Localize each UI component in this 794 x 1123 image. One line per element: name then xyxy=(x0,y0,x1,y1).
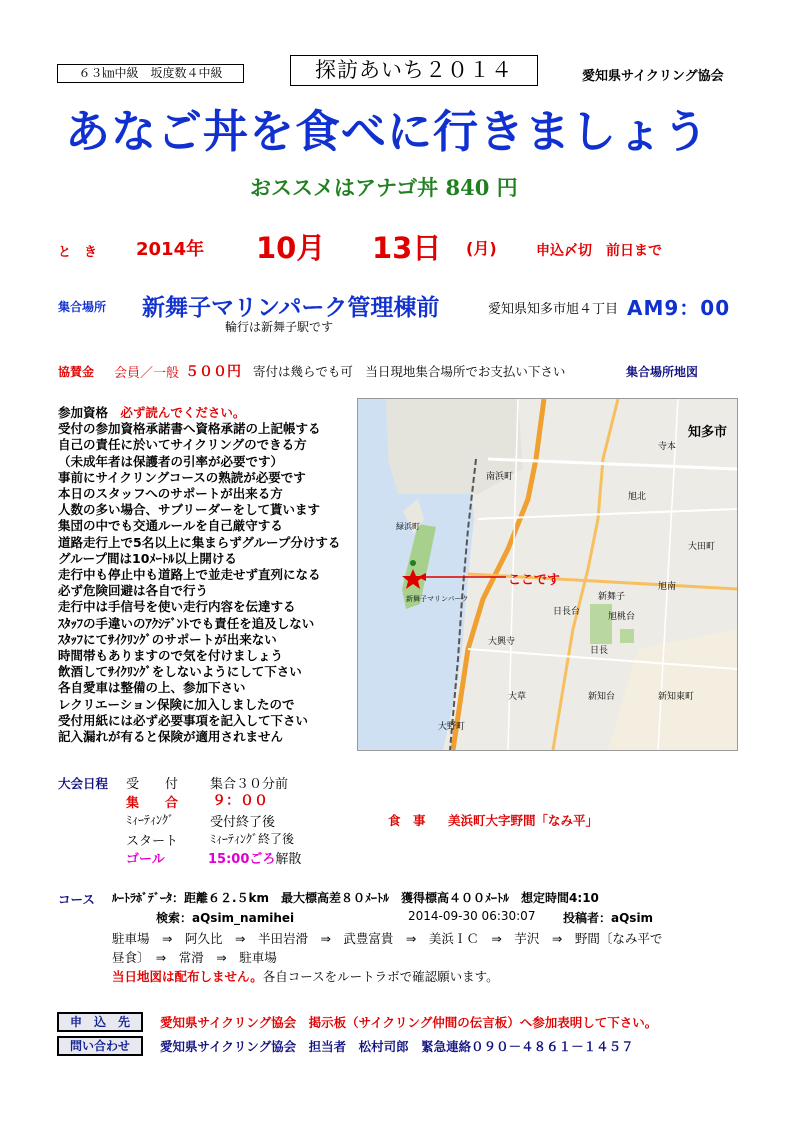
list-item: （未成年者は保護者の引率が必要です） xyxy=(58,453,284,469)
list-item: 飲酒してｻｲｸﾘﾝｸﾞをしないようにして下さい xyxy=(58,664,302,680)
list-item: 道路走行上で5名以上に集まらずグループ分けする xyxy=(58,534,341,550)
subtitle: おススメはアナゴ丼 840 円 xyxy=(250,175,518,200)
list-item: 集団の中でも交通ルールを自己厳守する xyxy=(58,518,283,534)
course-label: コース xyxy=(58,892,95,907)
map-place: 知多市 xyxy=(688,425,728,440)
date-label: と き xyxy=(58,245,98,260)
map-place: 旭南 xyxy=(658,582,677,592)
map-place: 緑浜町 xyxy=(396,522,420,531)
map-place: 大草 xyxy=(508,692,527,702)
course-notice-warning: 当日地図は配布しません。 xyxy=(112,969,263,984)
meeting-note: 輪行は新舞子駅です xyxy=(225,320,334,334)
contact-label: 問い合わせ xyxy=(57,1036,143,1056)
date-day: 13日 xyxy=(372,231,442,265)
course-notice-text: 各自コースをルートラボで確認願います。 xyxy=(262,969,499,984)
course-grade-box xyxy=(57,64,244,83)
course-notice xyxy=(112,967,499,985)
page-title: あなご丼を食べに行きましょう xyxy=(65,105,710,158)
list-item: 時間帯もありますので気を付けましょう xyxy=(58,648,284,664)
list-item: 受付用紙には必ず必要事項を記入して下さい xyxy=(58,712,309,728)
course-poster: 投稿者：aQsim xyxy=(563,911,654,925)
map-place: 大田町 xyxy=(688,542,716,552)
map-place: 日長 xyxy=(590,646,609,656)
list-item: ｽﾀｯﾌにてｻｲｸﾘﾝｸﾞのサポートが出来ない xyxy=(58,631,277,647)
map-marker-label: ここです xyxy=(508,573,561,588)
list-item: グループ間は10ﾒｰﾄﾙ以上開ける xyxy=(58,550,237,566)
course-search: 検索：aQsim_namihei xyxy=(156,911,295,925)
list-item: 事前にサイクリングコースの熟読が必要です xyxy=(58,469,306,485)
schedule-row-name: ﾐｨｰﾃｨﾝｸﾞ xyxy=(126,813,175,827)
must-read: 必ず読んでください。 xyxy=(120,405,246,420)
schedule-row-name: 集 合 xyxy=(126,796,179,811)
fee-note: 寄付は幾らでも可 当日現地集合場所でお支払い下さい xyxy=(253,364,566,379)
list-item: 走行中は手信号を使い走行内容を伝達する xyxy=(58,599,296,615)
course-route-line1: 駐車場 ⇒ 阿久比 ⇒ 半田岩滑 ⇒ 武豊富貴 ⇒ 美浜ＩＣ ⇒ 芋沢 ⇒ 野間〔なみ平で xyxy=(112,931,663,946)
series-title-box xyxy=(290,55,538,86)
list-item: 本日のスタッフへのサポートが出来る方 xyxy=(58,486,283,502)
fee-members: 会員／一般 xyxy=(114,366,180,381)
map-place: 新知台 xyxy=(588,692,616,702)
date-year: 2014年 xyxy=(136,239,205,260)
schedule-row-name: ゴール xyxy=(126,852,165,867)
fee-amount: ５００円 xyxy=(185,364,241,380)
map-place: 日長台 xyxy=(553,607,581,617)
map-place: 新舞子マリンパーク xyxy=(406,595,469,603)
schedule-row-value: 受付終了後 xyxy=(210,815,276,830)
meeting-place: 新舞子マリンパーク管理棟前 xyxy=(142,295,440,321)
list-item: 記入漏れが有ると保険が適用されません xyxy=(58,729,284,745)
map-place: 旭桃台 xyxy=(608,612,636,622)
schedule-row-name: 受 付 xyxy=(126,777,179,792)
meeting-place-map[interactable] xyxy=(357,398,738,751)
organizer: 愛知県サイクリング協会 xyxy=(582,69,724,84)
deadline: 申込〆切 前日まで xyxy=(536,243,662,259)
map-place: 新知東町 xyxy=(658,692,695,702)
course-route-line2: 昼食〕 ⇒ 常滑 ⇒ 駐車場 xyxy=(112,950,277,965)
map-place: 旭北 xyxy=(628,492,647,502)
schedule-row-value: 集合３０分前 xyxy=(210,777,289,792)
qualifications-heading-row xyxy=(58,405,340,421)
series-title: 探訪あいち２０１４ xyxy=(315,58,513,82)
schedule-goal-suffix: 解散 xyxy=(275,852,302,867)
meal-label: 食 事 xyxy=(388,813,426,828)
course-datetime: 2014-09-30 06:30:07 xyxy=(408,909,536,923)
fee-label: 協賛金 xyxy=(58,365,95,379)
map-place: 寺本 xyxy=(658,442,677,452)
meeting-address: 愛知県知多市旭４丁目 xyxy=(488,302,619,317)
map-place: 新舞子 xyxy=(598,592,626,602)
apply-label: 申 込 先 xyxy=(57,1012,143,1032)
list-item: 受付の参加資格承諾書へ資格承諾の上記帳する xyxy=(58,421,321,437)
list-item: 各自愛車は整備の上、参加下さい xyxy=(58,680,246,696)
schedule-goal xyxy=(208,848,301,867)
date-weekday: (月) xyxy=(466,239,497,258)
list-item: 人数の多い場合、サブリーダーをして貰います xyxy=(58,502,321,518)
qualifications-heading: 参加資格 xyxy=(58,405,109,420)
schedule-row-value: ﾐｨｰﾃｨﾝｸﾞ終了後 xyxy=(210,832,295,846)
schedule-goal-time: 15:00ごろ xyxy=(208,852,276,867)
meal-value: 美浜町大字野間「なみ平」 xyxy=(448,813,599,828)
list-item: レクリエーション保険に加入しましたので xyxy=(58,696,295,712)
meeting-time: AM9：00 xyxy=(627,296,731,320)
list-item: 走行中も停止中も道路上で並走せず直列になる xyxy=(58,567,321,583)
schedule-row-value: ９：００ xyxy=(212,793,268,809)
contact-text: 愛知県サイクリング協会 担当者 松村司郎 緊急連絡０９０－４８６１－１４５７ xyxy=(160,1039,634,1054)
schedule-row-name: スタート xyxy=(126,834,179,849)
course-data: ﾙｰﾄﾗﾎﾞﾃﾞｰﾀ：距離６２.５km 最大標高差８０ﾒｰﾄﾙ 獲得標高４００ﾒｰﾄﾙ 想定時間4:10 xyxy=(112,891,599,905)
course-grade: ６３㎞中級 坂度数４中級 xyxy=(78,66,223,80)
list-item: 必ず危険回避は各自で行う xyxy=(58,583,209,599)
map-label: 集合場所地図 xyxy=(626,365,699,379)
list-item: 自己の責任に於いてサイクリングのできる方 xyxy=(58,437,307,453)
date-month: 10月 xyxy=(256,231,326,265)
map-place: 南浜町 xyxy=(486,472,514,482)
apply-text: 愛知県サイクリング協会 掲示板（サイクリング仲間の伝言板）へ参加表明して下さい。 xyxy=(160,1015,658,1030)
qualifications xyxy=(58,405,340,745)
map-place: 大野町 xyxy=(438,722,466,732)
meeting-label: 集合場所 xyxy=(58,300,107,314)
list-item: ｽﾀｯﾌの手違いのｱｸｼﾃﾞﾝﾄでも責任を追及しない xyxy=(58,615,315,631)
schedule-label: 大会日程 xyxy=(58,776,109,791)
map-place: 大興寺 xyxy=(488,637,516,647)
